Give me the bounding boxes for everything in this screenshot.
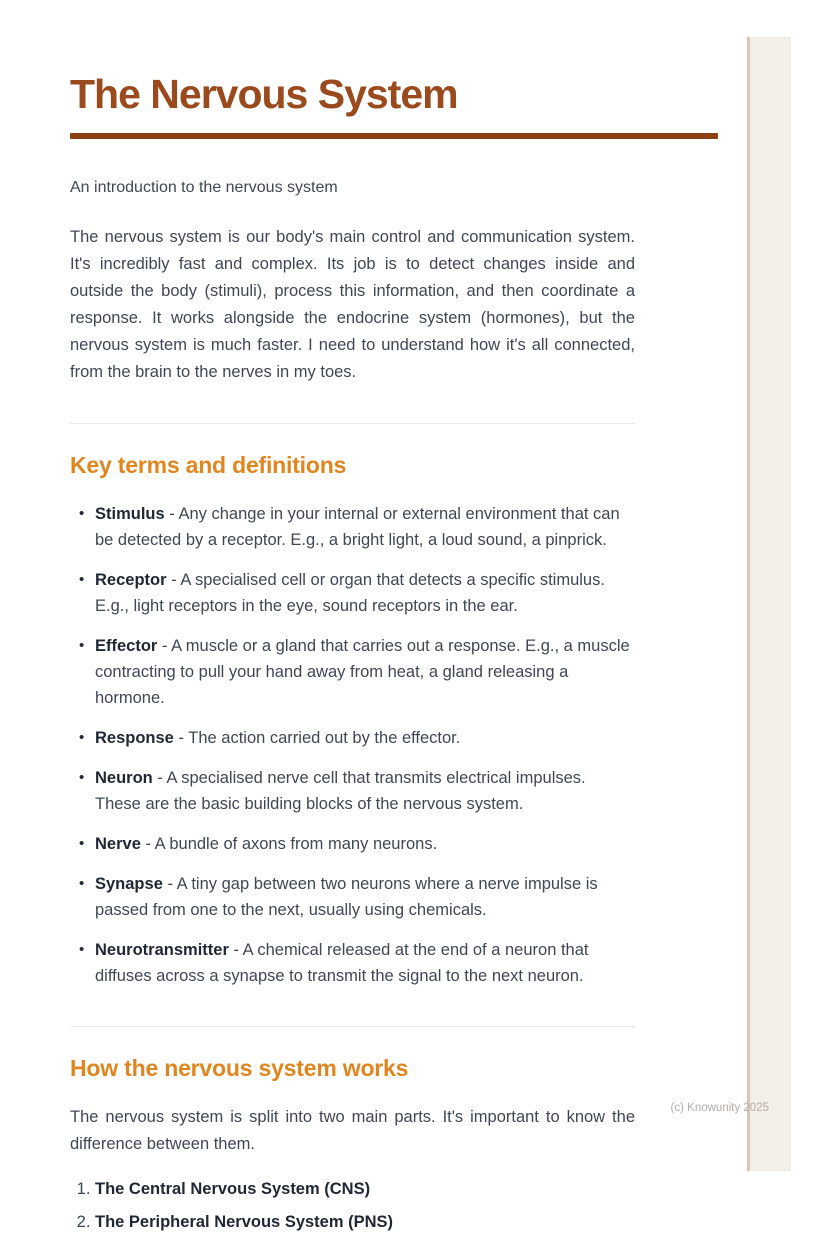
term-separator: - <box>157 768 163 787</box>
term-definition: A chemical released at the end of a neuron that diffuses across a synapse to transmit the signal to the next neuron. <box>95 940 589 985</box>
intro-paragraph: The nervous system is our body's main control and communication system. It's incredibly fast and complex. Its job is to detect changes inside and outside the body (stimuli), process this information, and then coordinate a response. It works alongside the endocrine system (hormones), but the nervous system is much faster. I need to understand how it's all connected, from the brain to the nerves in my toes. <box>70 227 635 381</box>
bullet-icon: • <box>79 570 85 588</box>
term-separator: - <box>167 874 173 893</box>
title-underline-rule <box>70 133 718 139</box>
term-name: Nerve <box>95 834 141 853</box>
term-definition: Any change in your internal or external environment that can be detected by a receptor. E.g., a bright light, a loud sound, a pinprick. <box>95 504 620 549</box>
term-definition: A bundle of axons from many neurons. <box>154 834 438 853</box>
list-item-pns <box>95 1210 635 1235</box>
document-content <box>70 0 635 1243</box>
page-edge-stripe <box>747 37 791 1171</box>
section-divider <box>70 1026 635 1027</box>
numbered-item-label: The Peripheral Nervous System (PNS) <box>95 1213 394 1232</box>
section-heading-how-it-works: How the nervous system works <box>70 1054 409 1081</box>
term-name: Neurotransmitter <box>95 940 229 959</box>
term-name: Response <box>95 728 174 747</box>
list-item-nerve <box>70 831 635 857</box>
bullet-icon: • <box>79 940 85 958</box>
split-paragraph: The nervous system is split into two main parts. It's important to know the difference between them. <box>70 1108 635 1154</box>
bullet-icon: • <box>79 834 85 852</box>
term-name: Neuron <box>95 768 153 787</box>
list-item-response <box>70 725 635 751</box>
page-subtitle: An introduction to the nervous system <box>70 178 338 196</box>
list-item-cns <box>95 1177 635 1202</box>
term-name: Effector <box>95 636 158 655</box>
key-terms-list <box>70 501 635 989</box>
term-definition: A specialised nerve cell that transmits electrical impulses. These are the basic building blocks of the nervous system. <box>95 768 586 813</box>
term-separator: - <box>161 636 168 655</box>
term-separator: - <box>171 570 177 589</box>
numbered-item-label: The Central Nervous System (CNS) <box>95 1180 371 1199</box>
term-separator: - <box>169 504 175 523</box>
list-item-synapse <box>70 871 635 923</box>
term-name: Synapse <box>95 874 163 893</box>
list-item-stimulus <box>70 501 635 553</box>
term-separator: - <box>178 728 184 747</box>
bullet-icon: • <box>79 728 85 746</box>
term-definition: A muscle or a gland that carries out a response. E.g., a muscle contracting to pull your hand away from heat, a gland releasing a hormone. <box>95 636 630 707</box>
term-name: Receptor <box>95 570 167 589</box>
list-item-neuron <box>70 765 635 817</box>
term-definition: The action carried out by the effector. <box>188 728 461 747</box>
bullet-icon: • <box>79 768 85 786</box>
bullet-icon: • <box>79 874 85 892</box>
term-separator: - <box>145 834 151 853</box>
section-heading-key-terms: Key terms and definitions <box>70 451 347 478</box>
nervous-system-parts-list <box>70 1177 635 1235</box>
list-item-neurotransmitter <box>70 937 635 989</box>
term-definition: A specialised cell or organ that detects a specific stimulus. E.g., light receptors in the eye, sound receptors in the ear. <box>95 570 605 615</box>
watermark-footer: (c) Knowunity 2025 <box>670 1102 769 1114</box>
term-definition: A tiny gap between two neurons where a nerve impulse is passed from one to the next, usually using chemicals. <box>95 874 598 919</box>
list-item-receptor <box>70 567 635 619</box>
section-divider <box>70 423 635 424</box>
list-item-effector <box>70 633 635 711</box>
term-name: Stimulus <box>95 504 165 523</box>
page-title: The Nervous System <box>70 71 458 117</box>
bullet-icon: • <box>79 504 85 522</box>
term-separator: - <box>233 940 239 959</box>
bullet-icon: • <box>79 636 85 654</box>
